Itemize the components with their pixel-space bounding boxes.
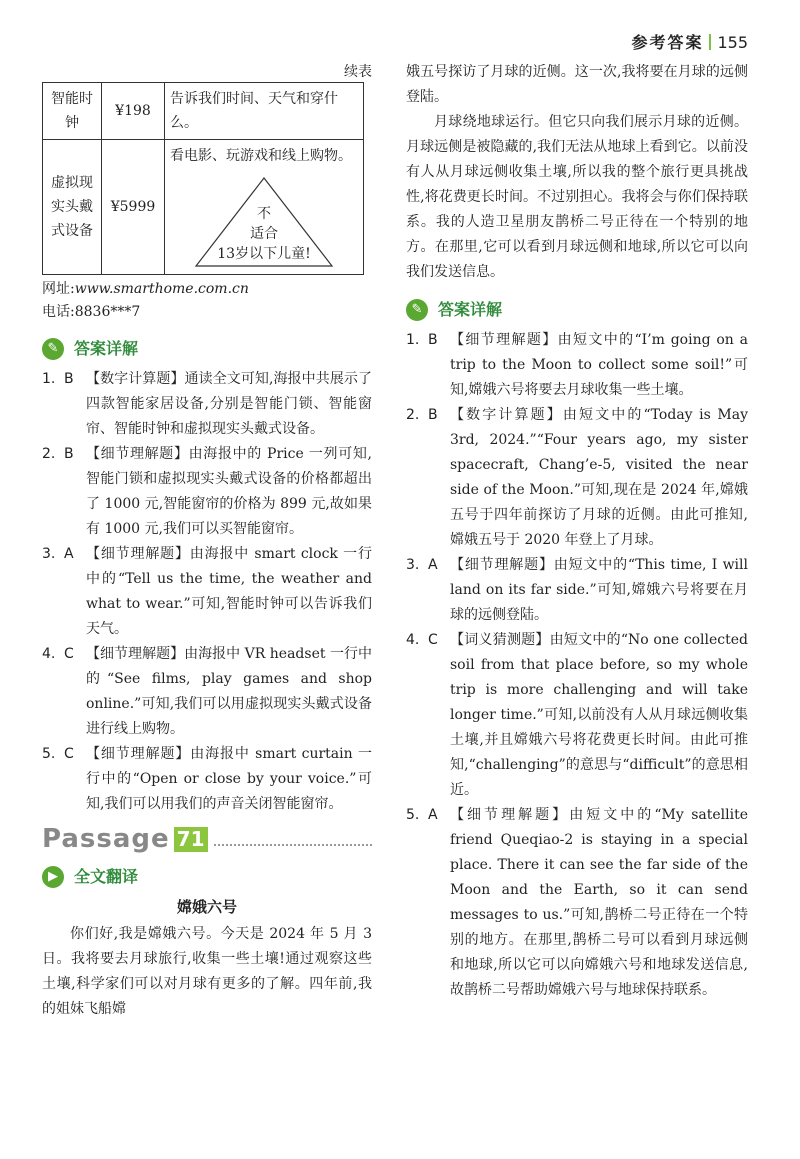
answer-number: 5. bbox=[406, 807, 420, 823]
right-column bbox=[406, 60, 748, 1003]
article-continuation: 娥五号探访了月球的近侧。这一次,我将要在月球的远侧登陆。 bbox=[406, 64, 748, 105]
answer-item bbox=[406, 328, 748, 403]
answer-list bbox=[42, 367, 372, 817]
website-label: 网址: bbox=[42, 281, 75, 297]
answer-item bbox=[42, 367, 372, 442]
answer-key-icon: ✎ bbox=[406, 299, 428, 321]
answer-number: 1. bbox=[42, 371, 56, 387]
page-number: 155 bbox=[717, 33, 748, 52]
article-paragraph: 月球绕地球运行。但它只向我们展示月球的近侧。月球远侧是被隐藏的,我们无法从地球上看到它。以前没有人从月球远侧收集土壤,所以我的整个旅行更具挑战性,将花费更长时间。不过别担心。我将会与你们保持联系。我的人造卫星朋友鹊桥二号正待在一个特别的地方。在那里,它可以看到月球远侧和地球,所以它可以向我们发送信息。 bbox=[406, 114, 748, 280]
answer-item bbox=[42, 542, 372, 642]
answer-text: 【细节理解题】由海报中的 Price 一列可知,智能门锁和虚拟现实头戴式设备的价格都超出了 1000 元,智能窗帘的价格为 899 元,故如果有 1000 元,我们可以买智能窗帘。 bbox=[86, 446, 372, 537]
answer-number: 4. bbox=[42, 646, 56, 662]
answer-number: 4. bbox=[406, 632, 420, 648]
answer-text: 【数字计算题】由短文中的“Today is May 3rd, 2024.”“Four years ago, my sister spacecraft, Chang’e-5, visited the near side of the Moon.”可知,现在是 2024 年,嫦娥五号于四年前探访了月球的近侧。由此可推知,嫦娥五号于 2020 年登上了月球。 bbox=[450, 407, 748, 548]
product-desc: 看电影、玩游戏和线上购物。 bbox=[170, 148, 352, 164]
answer-letter: C bbox=[64, 746, 74, 762]
answer-letter: A bbox=[428, 807, 438, 823]
passage-label: Passage bbox=[42, 824, 170, 854]
answer-text: 【数字计算题】通读全文可知,海报中共展示了四款智能家居设备,分别是智能门锁、智能窗帘、智能时钟和虚拟现实头戴式设备。 bbox=[86, 371, 372, 437]
answer-letter: B bbox=[428, 407, 438, 423]
warning-line-3: 13岁以下儿童! bbox=[217, 246, 311, 262]
section-title: 参考答案 bbox=[631, 33, 704, 52]
table-row bbox=[43, 83, 364, 140]
answer-number: 5. bbox=[42, 746, 56, 762]
product-desc-cell bbox=[165, 140, 364, 275]
translation-title: 全文翻译 bbox=[74, 867, 139, 886]
product-price: ¥5999 bbox=[102, 140, 165, 275]
answer-letter: B bbox=[428, 332, 438, 348]
article-paragraph: 你们好,我是嫦娥六号。今天是 2024 年 5 月 3 日。我将要去月球旅行,收集一些土壤!通过观察这些土壤,科学家们可以对月球有更多的了解。四年前,我的姐妹飞船嫦 bbox=[42, 926, 372, 1017]
answers-heading bbox=[406, 297, 748, 322]
product-name: 虚拟现实头戴式设备 bbox=[43, 140, 102, 275]
product-name: 智能时钟 bbox=[43, 83, 102, 140]
translation-heading bbox=[42, 864, 372, 889]
answer-list bbox=[406, 328, 748, 1003]
answers-title: 答案详解 bbox=[74, 339, 139, 358]
warning-triangle bbox=[194, 176, 334, 268]
website-url: www.smarthome.com.cn bbox=[74, 281, 249, 297]
answers-title: 答案详解 bbox=[438, 300, 503, 319]
answer-item bbox=[406, 403, 748, 553]
warning-line-1: 不 bbox=[257, 206, 271, 222]
passage-number: 71 bbox=[174, 827, 208, 852]
play-icon: ▶ bbox=[42, 866, 64, 888]
answer-letter: B bbox=[64, 446, 74, 462]
answer-letter: A bbox=[428, 557, 438, 573]
warning-line-2: 适合 bbox=[250, 226, 278, 242]
answer-text: 【细节理解题】由海报中 smart clock 一行中的“Tell us the time, the weather and what to wear.”可知,智能时钟可以告诉我们天气。 bbox=[86, 546, 372, 637]
answer-letter: C bbox=[428, 632, 438, 648]
product-price: ¥198 bbox=[102, 83, 165, 140]
answer-number: 3. bbox=[42, 546, 56, 562]
website-line bbox=[42, 278, 372, 301]
answer-number: 1. bbox=[406, 332, 420, 348]
phone-line: 电话:8836***7 bbox=[42, 304, 141, 320]
answer-text: 【细节理解题】由海报中 smart curtain 一行中的“Open or close by your voice.”可知,我们可以用我们的声音关闭智能窗帘。 bbox=[86, 746, 372, 812]
product-table bbox=[42, 82, 364, 275]
left-column bbox=[42, 60, 372, 1022]
passage-heading bbox=[42, 824, 372, 854]
answer-letter: A bbox=[64, 546, 74, 562]
answer-item bbox=[42, 642, 372, 742]
product-desc: 告诉我们时间、天气和穿什么。 bbox=[165, 83, 364, 140]
answer-letter: B bbox=[64, 371, 74, 387]
header-divider bbox=[709, 34, 711, 50]
answer-number: 3. bbox=[406, 557, 420, 573]
page-header bbox=[631, 30, 748, 53]
answer-number: 2. bbox=[42, 446, 56, 462]
answer-item bbox=[42, 742, 372, 817]
answer-item bbox=[406, 803, 748, 1003]
article-title: 嫦娥六号 bbox=[176, 898, 237, 916]
answer-letter: C bbox=[64, 646, 74, 662]
answer-text: 【词义猜测题】由短文中的“No one collected soil from that place before, so my whole trip is more challenging and will take longer time.”可知,以前没有人从月球远侧收集土壤,并且嫦娥六号将花费更长时间。由此可推知,“challenging”的意思与“difficult”的意思相近。 bbox=[450, 632, 748, 798]
contact-info bbox=[42, 278, 372, 324]
answer-text: 【细节理解题】由短文中的“This time, I will land on its far side.”可知,嫦娥六号将要在月球的远侧登陆。 bbox=[450, 557, 748, 623]
dotted-rule bbox=[214, 834, 373, 846]
answer-number: 2. bbox=[406, 407, 420, 423]
answer-text: 【细节理解题】由短文中的“I’m going on a trip to the Moon to collect some soil!”可知,嫦娥六号将要去月球收集一些土壤。 bbox=[450, 332, 748, 398]
answer-text: 【细节理解题】由短文中的“My satellite friend Queqiao-2 is staying in a special place. There it can see the far side of the Moon and the Earth, so it can send messages to us.”可知,鹊桥二号正待在一个特别的地方。在那里,鹊桥二号可以看到月球远侧和地球,所以它可以向嫦娥六号和地球发送信息,故鹊桥二号帮助嫦娥六号与地球保持联系。 bbox=[450, 807, 748, 998]
continued-label: 续表 bbox=[344, 64, 372, 80]
answer-item bbox=[42, 442, 372, 542]
answer-text: 【细节理解题】由海报中 VR headset 一行中的“See films, play games and shop online.”可知,我们可以用虚拟现实头戴式设备进行线上购物。 bbox=[86, 646, 372, 737]
answer-item bbox=[406, 628, 748, 803]
answers-heading bbox=[42, 336, 372, 361]
table-row bbox=[43, 140, 364, 275]
answer-item bbox=[406, 553, 748, 628]
answer-key-icon: ✎ bbox=[42, 338, 64, 360]
